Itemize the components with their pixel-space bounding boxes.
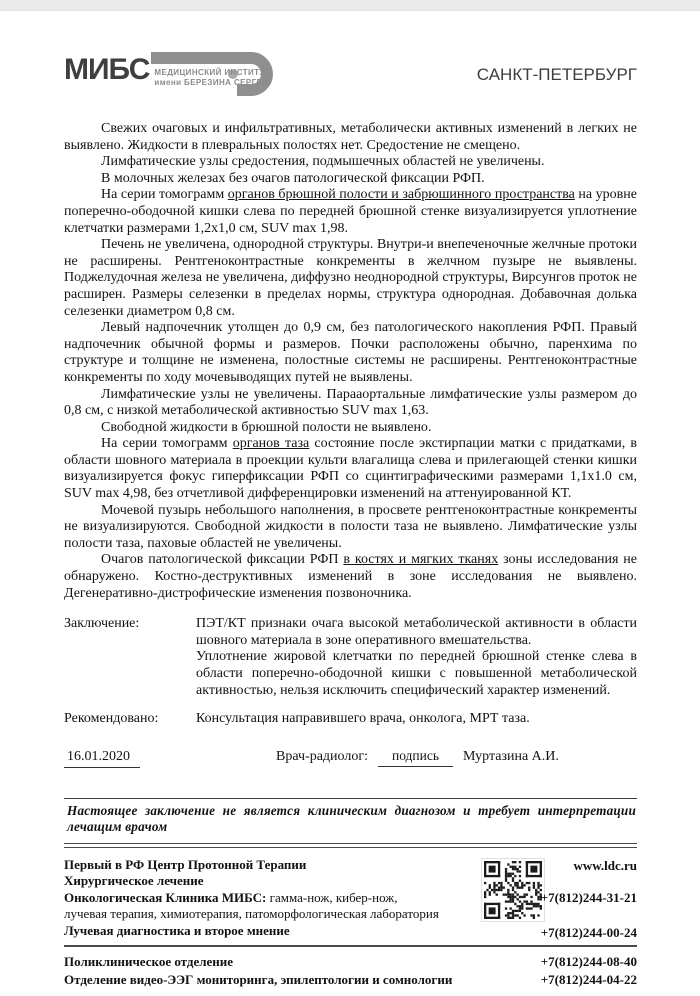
logo-acronym: МИБС — [64, 53, 150, 86]
text-segment: На серии томограмм — [101, 436, 233, 452]
text-segment: зоны исследования не обнаружено. Костно-деструктивных изменений в зоне исследования не выявлено. Дегенеративно-дистрофические изменения позвоночника. — [64, 552, 637, 601]
report-paragraph — [64, 420, 637, 437]
department-label: Поликлиническое отделение — [64, 954, 234, 970]
text-segment: Свежих очаговых и инфильтративных, метаболически активных изменений в легких не выявлено. Жидкости в плевральных полостях нет. Средостение не смещено. — [64, 121, 637, 153]
doctor-role-label: Врач-радиолог: — [276, 748, 368, 764]
footer-info-line — [64, 873, 637, 890]
report-body — [64, 121, 637, 602]
report-paragraph — [64, 121, 637, 154]
header — [64, 51, 637, 103]
conclusion-item: Уплотнение жировой клетчатки по передней брюшной стенке слева в области поперечно-ободочной кишки с повышенной метаболической активностью, нельзя исключить специфический характер изменений. — [196, 649, 637, 698]
logo-subtitle-line2: имени БЕРЕЗИНА СЕРГЕЯ — [154, 78, 269, 87]
report-paragraph — [64, 237, 637, 320]
recommended-text: Консультация направившего врача, онколога, МРТ таза. — [196, 711, 530, 727]
text-segment: органов брюшной полости и забрюшинного пространства — [227, 187, 575, 203]
text-segment: На серии томограмм — [101, 187, 228, 203]
conclusion-text — [196, 616, 637, 699]
signature-row — [64, 748, 637, 768]
qr-code — [481, 858, 545, 922]
signature-group — [276, 748, 559, 767]
footer-department-row — [64, 953, 637, 971]
report-paragraph — [64, 171, 637, 188]
text-segment: Левый надпочечник утолщен до 0,9 см, без патологического накопления РФП. Правый надпочечник обычной формы и размеров. Почки расположены обычно, паренхима по структуре и толщине не изменена, полостные системы не расширены. Рентгеноконтрастные конкременты по ходу мочевыводящих путей не выявлены. — [64, 320, 637, 385]
logo-emblem — [151, 51, 291, 99]
text-segment: Свободной жидкости в брюшной полости не выявлено. — [101, 419, 432, 435]
disclaimer-text: Настоящее заключение не является клиническим диагнозом и требует интерпретации лечащим врачом — [64, 798, 637, 843]
department-phone: +7(812)244-04-22 — [540, 971, 637, 987]
department-label: Отделение видео-ЭЭГ мониторинга, эпилептологии и сомнологии — [64, 971, 453, 987]
signature-placeholder: подпись — [378, 748, 453, 767]
double-divider — [64, 843, 637, 848]
text-segment: Печень не увеличена, однородной структуры. Внутри-и внепеченочные желчные протоки не расширены. Рентгеноконтрастные конкременты в желчном пузыре не выявлены. Поджелудочная железа не увеличена, диффузно неоднородной структуры, Вирсунгов проток не расширен. Размеры селезенки в пределах нормы, структура однородная. Добавочная долька селезенки диаметром 0,8 см. — [64, 237, 637, 319]
text-segment: Лимфатические узлы средостения, подмышечных областей не увеличены. — [101, 154, 545, 170]
text-segment: на уровне поперечно-ободочной кишки слева по передней брюшной стенке визуализируется уплотнение клетчатки размерами 1,2х1,0 см, SUV max 1,98. — [64, 187, 637, 236]
report-paragraph — [64, 187, 637, 237]
report-paragraph — [64, 320, 637, 386]
text-segment: Онкологическая Клиника МИБС: — [64, 889, 267, 905]
recommended-section — [64, 711, 637, 728]
report-paragraph — [64, 436, 637, 502]
text-segment: лучевая терапия, химиотерапия, патоморфологическая лаборатория — [64, 906, 439, 922]
text-segment: Мочевой пузырь небольшого наполнения, в просвете рентгеноконтрастные конкременты не визуализируются. Свободной жидкости в полости таза не выявлено. Лимфатические узлы полости таза, паховые областей не увеличены. — [64, 502, 637, 551]
footer-department-row — [64, 971, 637, 989]
conclusion-section — [64, 616, 637, 699]
mibs-logo — [64, 51, 291, 99]
report-paragraph — [64, 552, 637, 602]
report-page — [0, 51, 700, 988]
footer-info-line — [64, 857, 637, 874]
city-title: САНКТ-ПЕТЕРБУРГ — [476, 65, 637, 84]
text-segment: Лимфатические узлы не увеличены. Парааортальные лимфатические узлы размером до 0,8 см, с низкой метаболической активностью SUV max 1,63. — [64, 386, 637, 419]
conclusion-item: ПЭТ/КТ признаки очага высокой метаболической активности в области шовного материала в зоне оперативного вмешательства. — [196, 616, 637, 648]
footer-separator — [64, 945, 637, 988]
report-date: 16.01.2020 — [64, 749, 140, 768]
logo-subtitle-line1: МЕДИЦИНСКИЙ ИНСТИТУТ — [154, 68, 271, 77]
phone-oncology: +7(812)244-31-21 — [540, 889, 637, 905]
recommended-label: Рекомендовано: — [64, 711, 159, 727]
phone-diagnostics: +7(812)244-00-24 — [540, 924, 637, 940]
text-segment: гамма-нож, кибер-нож, — [266, 889, 398, 905]
conclusion-label: Заключение: — [64, 616, 140, 632]
department-phone: +7(812)244-08-40 — [540, 954, 637, 970]
logo-subtitle — [154, 68, 270, 88]
text-segment: В молочных железах без очагов патологической фиксации РФП. — [101, 170, 485, 186]
text-segment: Очагов патологической фиксации РФП — [101, 552, 344, 568]
text-segment: состояние после экстирпации матки с придатками, в области шовного материала в проекции культи влагалища слева и прилегающей стенки кишки визуализируется фокус гиперфиксации РФП со сцинтиграфическими размерами 1,1х1.0 см, SUV max 4,98, без отчетливой дифференцировки изменений на аттенуированной КТ. — [64, 436, 638, 502]
report-paragraph — [64, 154, 637, 171]
report-paragraph — [64, 387, 637, 420]
footer-contacts — [64, 857, 637, 989]
doctor-name: Муртазина А.И. — [463, 748, 559, 764]
text-segment: Первый в РФ Центр Протонной Терапии — [64, 856, 307, 872]
report-paragraph — [64, 503, 637, 553]
text-segment: органов таза — [232, 436, 310, 452]
text-segment: в костях и мягких тканях — [343, 552, 499, 568]
footer-info-line — [64, 906, 637, 923]
text-segment: Лучевая диагностика и второе мнение — [64, 922, 290, 938]
page-top-strip — [0, 0, 700, 11]
website-link: www.ldc.ru — [573, 857, 637, 873]
text-segment: Хирургическое лечение — [64, 873, 204, 889]
